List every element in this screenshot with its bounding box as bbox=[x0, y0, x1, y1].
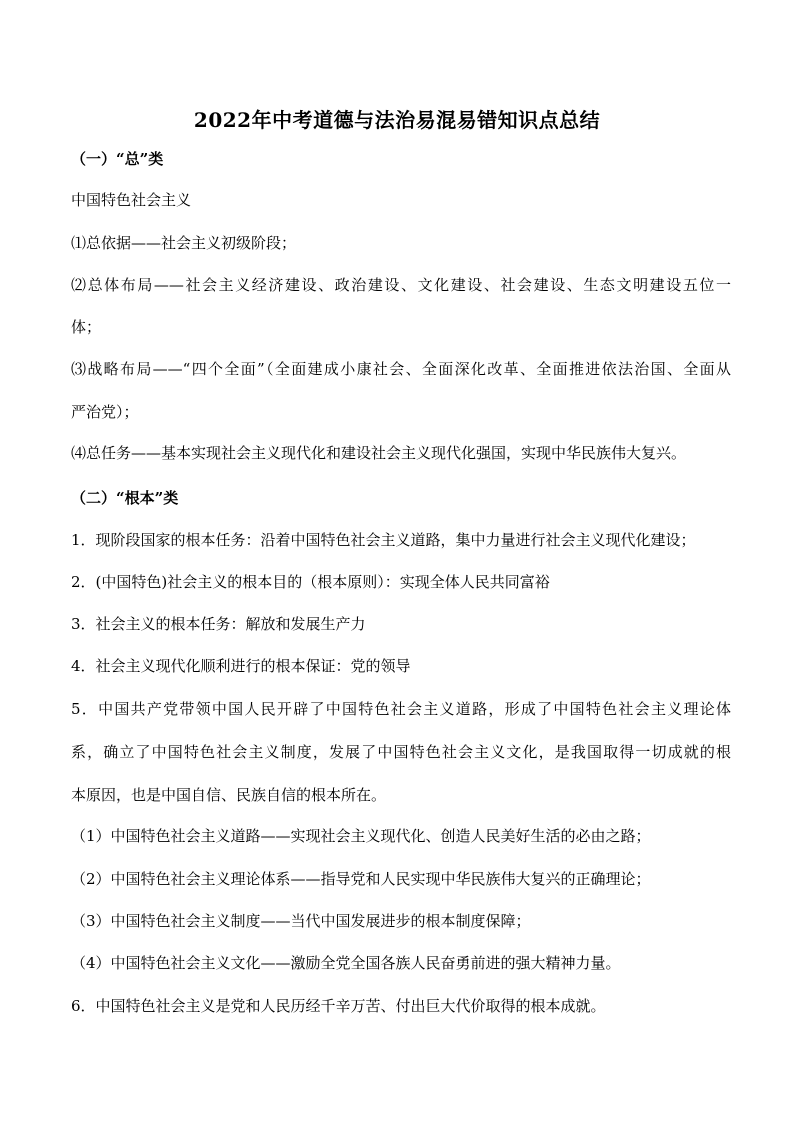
section2-sub3: （3）中国特色社会主义制度——当代中国发展进步的根本制度保障； bbox=[71, 912, 531, 930]
section2-heading: （二）“根本”类 bbox=[71, 489, 179, 507]
section1-item3-line2: 严治党）； bbox=[71, 403, 139, 421]
section2-item5-line3: 本原因，也是中国自信、民族自信的根本所在。 bbox=[71, 786, 387, 804]
section2-item4: 4．社会主义现代化顺利进行的根本保证：党的领导 bbox=[71, 657, 411, 675]
section1-item2-line2: 体； bbox=[71, 318, 102, 336]
section2-sub1: （1）中国特色社会主义道路——实现社会主义现代化、创造人民美好生活的必由之路； bbox=[71, 827, 651, 845]
section1-heading: （一）“总”类 bbox=[71, 150, 164, 168]
section2-item5-line2: 系，确立了中国特色社会主义制度，发展了中国特色社会主义文化，是我国取得一切成就的根 bbox=[71, 743, 731, 761]
section1-item3-line1: ⑶战略布局——“四个全面”（全面建成小康社会、全面深化改革、全面推进依法治国、全面从 bbox=[71, 360, 731, 378]
section1-subheading: 中国特色社会主义 bbox=[71, 191, 192, 209]
section2-item2: 2．(中国特色)社会主义的根本目的（根本原则）：实现全体人民共同富裕 bbox=[71, 573, 550, 591]
section2-item6: 6．中国特色社会主义是党和人民历经千辛万苦、付出巨大代价取得的根本成就。 bbox=[71, 997, 606, 1015]
section2-item5-line1: 5．中国共产党带领中国人民开辟了中国特色社会主义道路，形成了中国特色社会主义理论体 bbox=[71, 700, 731, 718]
document-title: 2022年中考道德与法治易混易错知识点总结 bbox=[193, 108, 601, 132]
section1-item2-line1: ⑵总体布局——社会主义经济建设、政治建设、文化建设、社会建设、生态文明建设五位一 bbox=[71, 276, 731, 294]
section2-sub4: （4）中国特色社会主义文化——激励全党全国各族人民奋勇前进的强大精神力量。 bbox=[71, 954, 621, 972]
section2-sub2: （2）中国特色社会主义理论体系——指导党和人民实现中华民族伟大复兴的正确理论； bbox=[71, 870, 651, 888]
section2-item1: 1．现阶段国家的根本任务：沿着中国特色社会主义道路，集中力量进行社会主义现代化建设； bbox=[71, 531, 696, 549]
section1-item1: ⑴总依据——社会主义初级阶段； bbox=[71, 234, 297, 252]
section2-item3: 3．社会主义的根本任务：解放和发展生产力 bbox=[71, 615, 366, 633]
section1-item4: ⑷总任务——基本实现社会主义现代化和建设社会主义现代化强国，实现中华民族伟大复兴。 bbox=[71, 444, 687, 462]
